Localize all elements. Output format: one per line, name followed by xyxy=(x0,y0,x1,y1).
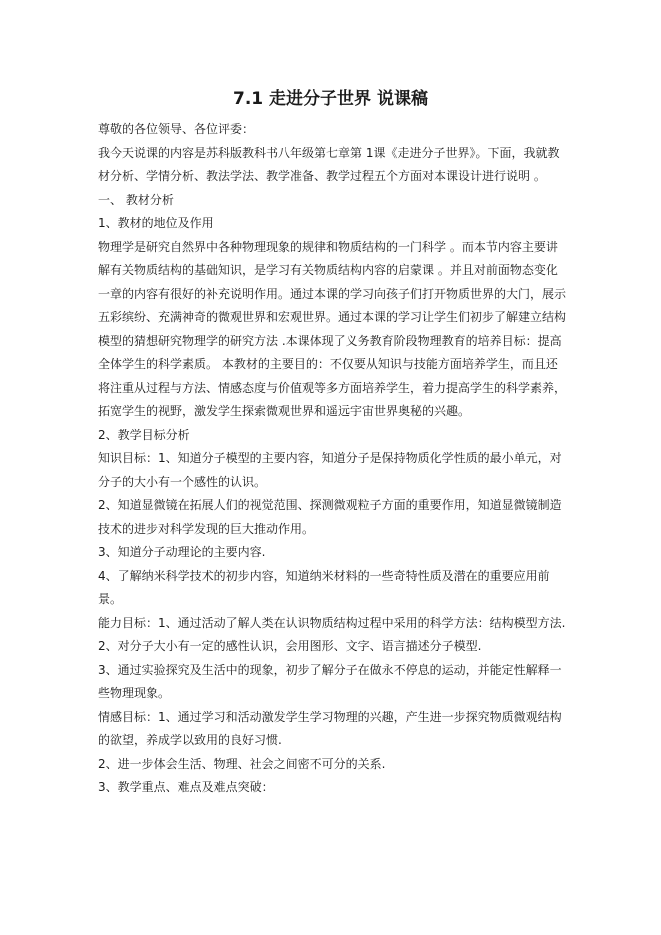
paragraph-ability-goal-3: 3、通过实验探究及生活中的现象，初步了解分子在做永不停息的运动，并能定性解释一些物理现象。 xyxy=(98,662,562,700)
paragraph-key-points: 3、教学重点、难点及难点突破： xyxy=(98,780,274,794)
paragraph-intro: 我今天说课的内容是苏科版教科书八年级第七章第 1课《走进分子世界》。下面，我就教材分析、学情分析、教法学法、教学准备、教学过程五个方面对本课设计进行说明 。 xyxy=(98,145,560,183)
paragraph-ability-goal-1: 能力目标：1、通过活动了解人类在认识物质结构过程中采用的科学方法：结构模型方法. xyxy=(98,615,566,630)
document-body xyxy=(98,118,568,800)
paragraph-knowledge-goal-3: 3、知道分子动理论的主要内容. xyxy=(98,545,266,559)
paragraph-knowledge-goal-1: 知识目标：1、知道分子模型的主要内容，知道分子是保持物质化学性质的最小单元，对分子的大小有一个感性的认识。 xyxy=(98,451,562,489)
paragraph-ability-goal-2: 2、对分子大小有一定的感性认识，会用图形、文字、语言描述分子模型. xyxy=(98,639,482,653)
subheading-teaching-goals: 2、教学目标分析 xyxy=(98,427,190,442)
paragraph-knowledge-goal-4: 4、了解纳米科学技术的初步内容，知道纳米材料的一些奇特性质及潜在的重要应用前景。 xyxy=(98,568,550,606)
paragraph-greeting: 尊敬的各位领导、各位评委： xyxy=(98,122,255,136)
paragraph-emotion-goal-1: 情感目标：1、通过学习和活动激发学生学习物理的兴趣，产生进一步探究物质微观结构的欲望，养成学以致用的良好习惯. xyxy=(98,709,562,747)
subheading-position-role: 1、教材的地位及作用 xyxy=(98,216,214,230)
section-heading-textbook-analysis: 一、 教材分析 xyxy=(98,192,174,207)
document-title: 7.1 走进分子世界 说课稿 xyxy=(233,89,428,109)
paragraph-position-role: 物理学是研究自然界中各种物理现象的规律和物质结构的一门科学 。而本节内容主要讲解有关物质结构的基础知识，是学习有关物质结构内容的启蒙课 。并且对前面物态变化一章的内容有很好的补充说明作用。通过本课的学习向孩子们打开物质世界的大门，展示五彩缤纷、充满神奇的微观世界和宏观世界。通过本课的学习让学生们初步了解建立结构模型的猜想研究物理学的研究方法 .本课体现了义务教育阶段物理教育的培养目标：提高全体学生的科学素质。 本教材的主要目的：不仅要从知识与技能方面培养学生，而且还将注重从过程与方法、情感态度与价值观等多方面培养学生，着力提高学生的科学素养，拓宽学生的视野，激发学生探索微观世界和遥远宇宙世界奥秘的兴趣。 xyxy=(98,239,567,418)
paragraph-emotion-goal-2: 2、进一步体会生活、物理、社会之间密不可分的关系. xyxy=(98,756,386,771)
paragraph-knowledge-goal-2: 2、知道显微镜在拓展人们的视觉范围、探测微观粒子方面的重要作用，知道显微镜制造技术的进步对科学发现的巨大推动作用。 xyxy=(98,498,562,536)
